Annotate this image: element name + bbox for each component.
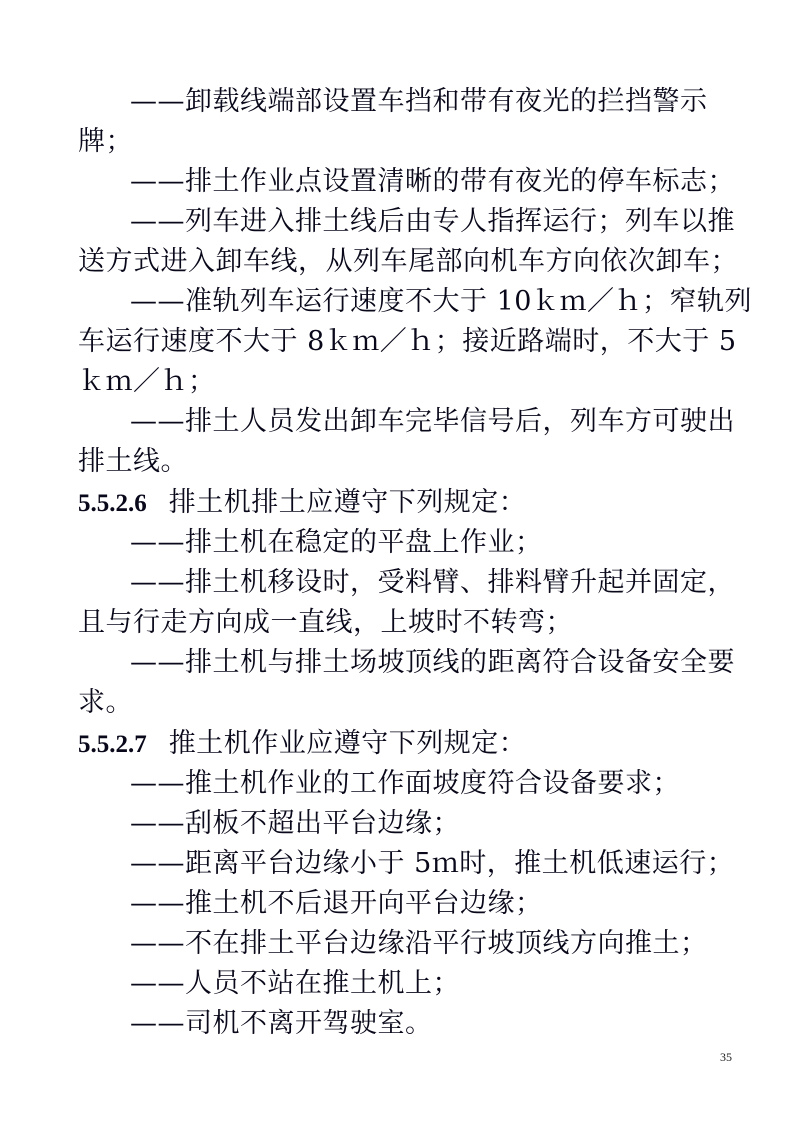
section-number: 5.5.2.6 (78, 490, 147, 517)
paragraph-line: ——准轨列车运行速度不大于 10ｋｍ／ｈ；窄轨列 (130, 286, 752, 317)
paragraph-line: 车运行速度不大于 8ｋｍ／ｈ；接近路端时，不大于 5 (78, 326, 737, 357)
paragraph-line: ——人员不站在推土机上； (130, 968, 460, 999)
paragraph-line: ——排土机与排土场坡顶线的距离符合设备安全要 (130, 647, 735, 678)
paragraph-line: ——排土机移设时，受料臂、排料臂升起并固定， (130, 567, 735, 598)
paragraph-line: ——推土机不后退开向平台边缘； (130, 888, 543, 919)
paragraph-line: 排土线。 (78, 446, 188, 477)
section-title: 排土机排土应遵守下列规定： (168, 487, 527, 518)
paragraph-line: ——排土机在稳定的平盘上作业； (130, 527, 543, 558)
section-heading (78, 724, 728, 764)
paragraph-line: ——不在排土平台边缘沿平行坡顶线方向推土； (130, 928, 708, 959)
paragraph-line: 且与行走方向成一直线，上坡时不转弯； (78, 607, 573, 638)
paragraph-line: ｋｍ／ｈ； (78, 366, 216, 397)
paragraph-line: 牌； (78, 126, 133, 157)
paragraph-line: ——排土人员发出卸车完毕信号后，列车方可驶出 (130, 406, 735, 437)
paragraph-line: ——距离平台边缘小于 5ｍ时，推土机低速运行； (130, 848, 735, 879)
section-number: 5.5.2.7 (78, 731, 147, 758)
section-title: 推土机作业应遵守下列规定： (168, 728, 527, 759)
section-heading (78, 483, 728, 523)
paragraph-line: ——刮板不超出平台边缘； (130, 808, 460, 839)
page-number: 35 (720, 1050, 732, 1064)
paragraph-line: ——卸载线端部设置车挡和带有夜光的拦挡警示 (130, 86, 708, 117)
paragraph-line: ——司机不离开驾驶室。 (130, 1008, 433, 1039)
paragraph-line: 求。 (78, 687, 133, 718)
paragraph-line: ——推土机作业的工作面坡度符合设备要求； (130, 768, 680, 799)
paragraph-line: ——排土作业点设置清晰的带有夜光的停车标志； (130, 166, 735, 197)
paragraph-line: 送方式进入卸车线，从列车尾部向机车方向依次卸车； (78, 246, 738, 277)
paragraph-line: ——列车进入排土线后由专人指挥运行；列车以推 (130, 206, 735, 237)
